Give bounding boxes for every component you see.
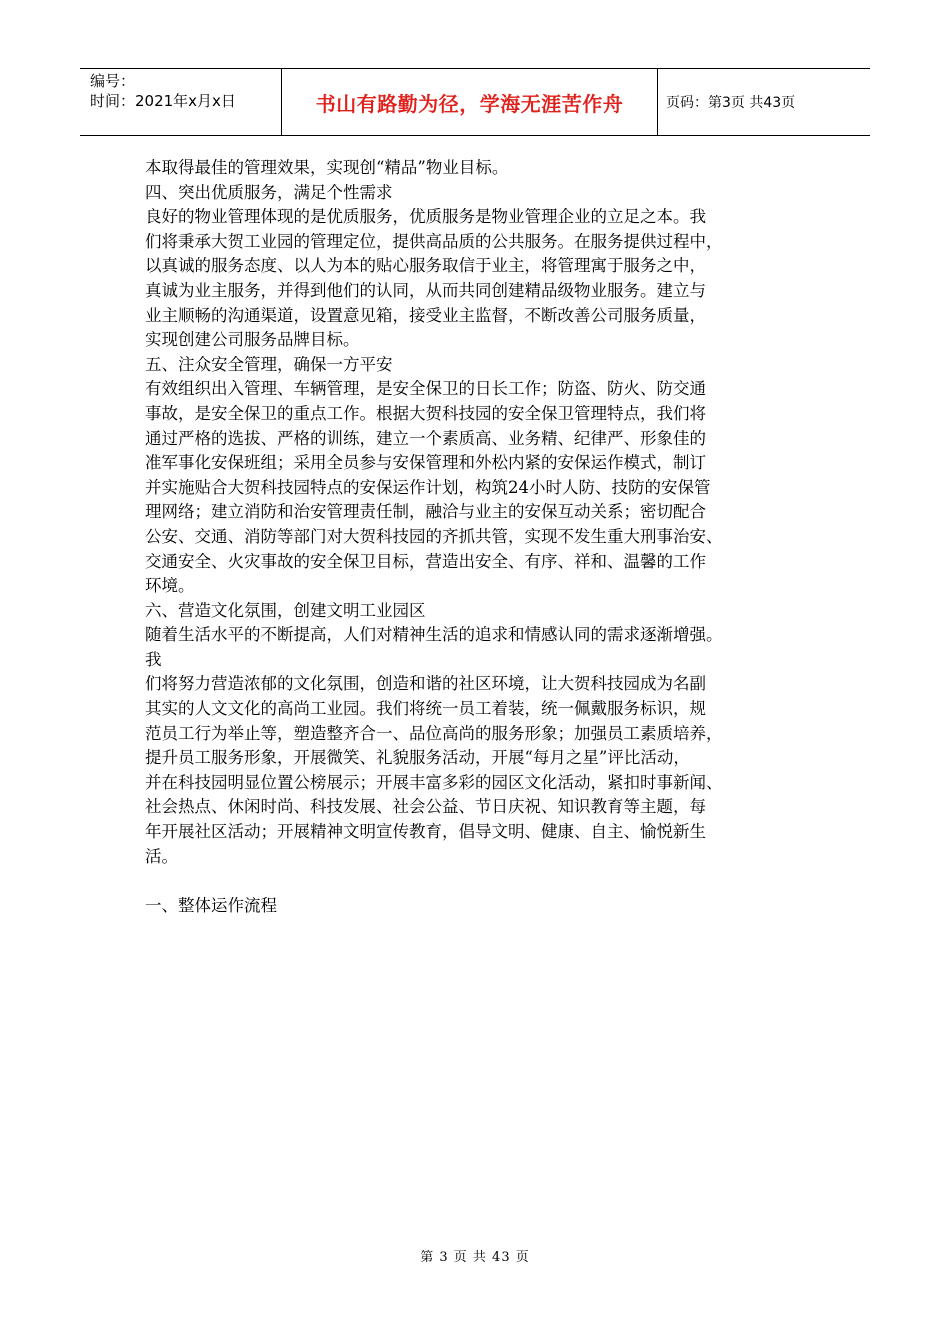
- body-line: 实现创建公司服务品牌目标。: [145, 330, 360, 350]
- body-line: 随着生活水平的不断提高，人们对精神生活的追求和情感认同的需求逐渐增强。: [145, 625, 723, 645]
- header-page-cell: [658, 69, 870, 135]
- body-line: 事故，是安全保卫的重点工作。根据大贺科技园的安全保卫管理特点，我们将: [145, 403, 706, 423]
- body-line: 六、营造文化氛围，创建文明工业园区: [145, 600, 426, 620]
- body-line: 们将努力营造浓郁的文化氛围，创造和谐的社区环境，让大贺科技园成为名副: [145, 674, 706, 694]
- body-line: 范员工行为举止等，塑造整齐合一、品位高尚的服务形象；加强员工素质培养，: [145, 723, 723, 743]
- body-line: 其实的人文文化的高尚工业园。我们将统一员工着装，统一佩戴服务标识，规: [145, 699, 706, 719]
- body-line: 五、注众安全管理，确保一方平安: [145, 354, 393, 374]
- body-line: 理网络；建立消防和治安管理责任制，融洽与业主的安保互动关系；密切配合: [145, 502, 706, 522]
- body-line: 以真诚的服务态度、以人为本的贴心服务取信于业主，将管理寓于服务之中，: [145, 256, 706, 276]
- body-line: 并在科技园明显位置公榜展示；开展丰富多彩的园区文化活动，紧扣时事新闻、: [145, 772, 723, 792]
- body-line: 活。: [145, 846, 178, 866]
- body-line: 有效组织出入管理、车辆管理，是安全保卫的日长工作；防盗、防火、防交通: [145, 379, 706, 399]
- body-line: 四、突出优质服务，满足个性需求: [145, 182, 393, 202]
- body-line: 准军事化安保班组；采用全员参与安保管理和外松内紧的安保运作模式，制订: [145, 453, 706, 473]
- body-line: 通过严格的选拔、严格的训练，建立一个素质高、业务精、纪律严、形象佳的: [145, 428, 706, 448]
- body-line: 年开展社区活动；开展精神文明宣传教育，倡导文明、健康、自主、愉悦新生: [145, 822, 706, 842]
- body-line: [145, 869, 813, 894]
- document-body: [145, 156, 813, 918]
- body-line: 提升员工服务形象，开展微笑、礼貌服务活动，开展“每月之星”评比活动，: [145, 748, 690, 768]
- body-line: 业主顺畅的沟通渠道，设置意见箱，接受业主监督，不断改善公司服务质量，: [145, 305, 706, 325]
- body-line: 良好的物业管理体现的是优质服务，优质服务是物业管理企业的立足之本。我: [145, 207, 706, 227]
- doc-number-label: 编号：: [90, 72, 136, 90]
- header-motto-cell: [282, 69, 658, 135]
- header-meta-cell: [80, 69, 282, 135]
- body-line: 环境。: [145, 576, 195, 596]
- page-footer: 第 3 页 共 43 页: [420, 1250, 530, 1265]
- page-info: 页码：第3页 共43页: [666, 95, 796, 111]
- body-line: 公安、交通、消防等部门对大贺科技园的齐抓共管，实现不发生重大刑事治安、: [145, 526, 723, 546]
- body-line: 我: [145, 649, 162, 669]
- document-header: [80, 68, 870, 136]
- body-line: 本取得最佳的管理效果，实现创“精品”物业目标。: [145, 158, 509, 177]
- body-line: 们将秉承大贺工业园的管理定位，提供高品质的公共服务。在服务提供过程中，: [145, 231, 723, 251]
- body-line: 社会热点、休闲时尚、科技发展、社会公益、节日庆祝、知识教育等主题，每: [145, 797, 706, 817]
- body-line: 交通安全、火灾事故的安全保卫目标，营造出安全、有序、祥和、温馨的工作: [145, 551, 706, 571]
- body-line: 一、整体运作流程: [145, 895, 277, 915]
- date-label: 时间：2021年x月x日: [90, 92, 236, 110]
- body-line: 真诚为业主服务，并得到他们的认同，从而共同创建精品级物业服务。建立与: [145, 280, 706, 300]
- body-line: 并实施贴合大贺科技园特点的安保运作计划，构筑24小时人防、技防的安保管: [145, 477, 711, 497]
- motto-text: 书山有路勤为径，学海无涯苦作舟: [315, 91, 624, 116]
